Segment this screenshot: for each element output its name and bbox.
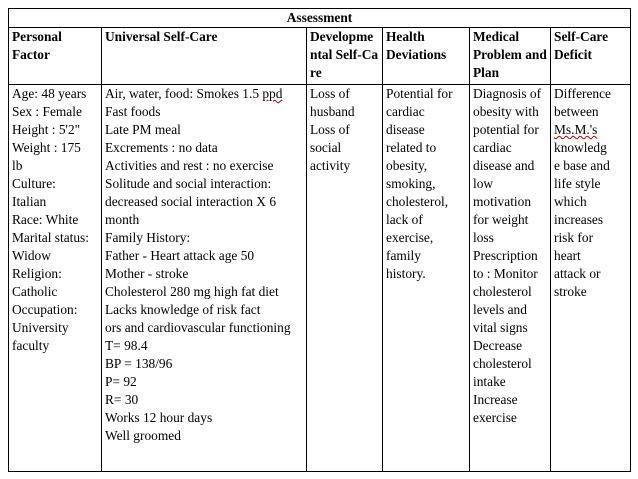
self-care-deficit-line: stroke [554, 284, 587, 299]
universal-self-care-line: Fast foods [105, 104, 161, 119]
developmental-self-care-line: social [310, 140, 342, 155]
medical-problem-plan-line: to : Monitor [473, 266, 538, 281]
developmental-self-care-line: husband [310, 104, 355, 119]
medical-problem-plan-line: cholesterol [473, 356, 532, 371]
self-care-deficit-line: heart [554, 248, 581, 263]
health-deviations-line: lack of [386, 212, 423, 227]
self-care-deficit-line: attack or [554, 266, 601, 281]
medical-problem-plan-line: Prescription [473, 248, 538, 263]
universal-self-care-line: P= 92 [105, 374, 137, 389]
cell-personal-factor [9, 85, 102, 472]
header-self-care-deficit [551, 28, 631, 85]
header-medical-problem-plan [470, 28, 551, 85]
personal-factor-line: Culture: [12, 176, 56, 191]
header-developmental-self-care-label: Developmental Self-Care [310, 29, 379, 80]
personal-factor-line: Widow [12, 248, 51, 263]
header-universal-self-care-label: Universal Self-Care [105, 29, 218, 44]
self-care-deficit-line: knowledg [554, 140, 607, 155]
header-health-deviations [383, 28, 470, 85]
universal-self-care-line: month [105, 212, 140, 227]
cell-medical-problem-plan [470, 85, 551, 472]
universal-self-care-line: T= 98.4 [105, 338, 148, 353]
universal-self-care-line: Well groomed [105, 428, 181, 443]
medical-problem-plan-line: motivation [473, 194, 532, 209]
header-personal-factor-label: Personal Factor [12, 29, 62, 62]
universal-self-care-line: Late PM meal [105, 122, 181, 137]
universal-self-care-line: decreased social interaction X 6 [105, 194, 277, 209]
assessment-table [8, 8, 631, 472]
personal-factor-line: Occupation: [12, 302, 78, 317]
medical-problem-plan-line: vital signs [473, 320, 528, 335]
medical-problem-plan-line: cholesterol [473, 284, 532, 299]
header-developmental-self-care [307, 28, 383, 85]
universal-self-care-line: Activities and rest : no exercise [105, 158, 274, 173]
self-care-deficit-line: increases [554, 212, 604, 227]
universal-self-care-line: Father - Heart attack age 50 [105, 248, 255, 263]
cell-self-care-deficit [551, 85, 631, 472]
universal-self-care-line: Family History: [105, 230, 191, 245]
header-health-deviations-label: Health Deviations [386, 29, 447, 62]
medical-problem-plan-line: low [473, 176, 494, 191]
universal-self-care-line: Solitude and social interaction: [105, 176, 272, 191]
header-personal-factor [9, 28, 102, 85]
universal-self-care-line: Excrements : no data [105, 140, 218, 155]
header-self-care-deficit-label: Self-Care Deficit [554, 29, 609, 62]
cell-developmental-self-care [307, 85, 383, 472]
table-title: Assessment [9, 9, 631, 28]
health-deviations-line: history. [386, 266, 426, 281]
medical-problem-plan-line: cardiac [473, 140, 512, 155]
medical-problem-plan-line: intake [473, 374, 506, 389]
personal-factor-line: Race: White [12, 212, 79, 227]
health-deviations-line: family [386, 248, 421, 263]
header-universal-self-care [102, 28, 307, 85]
universal-self-care-line: Mother - stroke [105, 266, 189, 281]
self-care-deficit-line: between [554, 104, 599, 119]
personal-factor-line: Marital status: [12, 230, 89, 245]
universal-self-care-line: ors and cardiovascular functioning [105, 320, 291, 335]
medical-problem-plan-line: exercise [473, 410, 517, 425]
universal-line-ppd: ppd [262, 86, 283, 101]
personal-factor-line: Height : 5'2" [12, 122, 81, 137]
self-care-deficit-line: Difference [554, 86, 611, 101]
universal-line [105, 85, 303, 103]
developmental-self-care-line: activity [310, 158, 351, 173]
health-deviations-line: related to [386, 140, 437, 155]
cell-health-deviations [383, 85, 470, 472]
health-deviations-line: cholesterol, [386, 194, 449, 209]
developmental-self-care-line: Loss of [310, 86, 350, 101]
health-deviations-line: smoking, [386, 176, 436, 191]
personal-factor-line: Religion: [12, 266, 62, 281]
medical-problem-plan-line: potential for [473, 122, 539, 137]
medical-problem-plan-line: Decrease [473, 338, 523, 353]
self-care-deficit-line: risk for [554, 230, 594, 245]
medical-problem-plan-line: Increase [473, 392, 518, 407]
header-medical-problem-plan-label: Medical Problem and Plan [473, 29, 547, 80]
self-care-deficit-line: which [554, 194, 587, 209]
universal-self-care-line: Lacks knowledge of risk fact [105, 302, 261, 317]
personal-factor-line: University [12, 320, 69, 335]
self-care-deficit-line: e base and [554, 158, 610, 173]
health-deviations-line: disease [386, 122, 425, 137]
health-deviations-line: obesity, [386, 158, 428, 173]
health-deviations-line: Potential for [386, 86, 453, 101]
universal-line-text: Air, water, food: Smokes 1.5 [105, 86, 263, 101]
universal-self-care-line: Works 12 hour days [105, 410, 213, 425]
universal-self-care-line: Cholesterol 280 mg high fat diet [105, 284, 279, 299]
medical-problem-plan-line: disease and [473, 158, 535, 173]
universal-self-care-line: BP = 138/96 [105, 356, 173, 371]
personal-factor-line: faculty [12, 338, 50, 353]
personal-factor-line: Age: 48 years [12, 86, 87, 101]
universal-self-care-line: R= 30 [105, 392, 139, 407]
personal-factor-line: Weight : 175 [12, 140, 81, 155]
medical-problem-plan-line: levels and [473, 302, 527, 317]
self-care-deficit-line: life style [554, 176, 601, 191]
medical-problem-plan-line: loss [473, 230, 494, 245]
medical-problem-plan-line: for weight [473, 212, 529, 227]
medical-problem-plan-line: obesity with [473, 104, 539, 119]
health-deviations-line: exercise, [386, 230, 434, 245]
self-care-deficit-line: Ms.M.'s [554, 122, 598, 137]
personal-factor-line: Sex : Female [12, 104, 82, 119]
personal-factor-line: Catholic [12, 284, 58, 299]
personal-factor-line: lb [12, 158, 23, 173]
cell-universal-self-care [102, 85, 307, 472]
developmental-self-care-line: Loss of [310, 122, 350, 137]
medical-problem-plan-line: Diagnosis of [473, 86, 542, 101]
personal-factor-line: Italian [12, 194, 47, 209]
health-deviations-line: cardiac [386, 104, 425, 119]
